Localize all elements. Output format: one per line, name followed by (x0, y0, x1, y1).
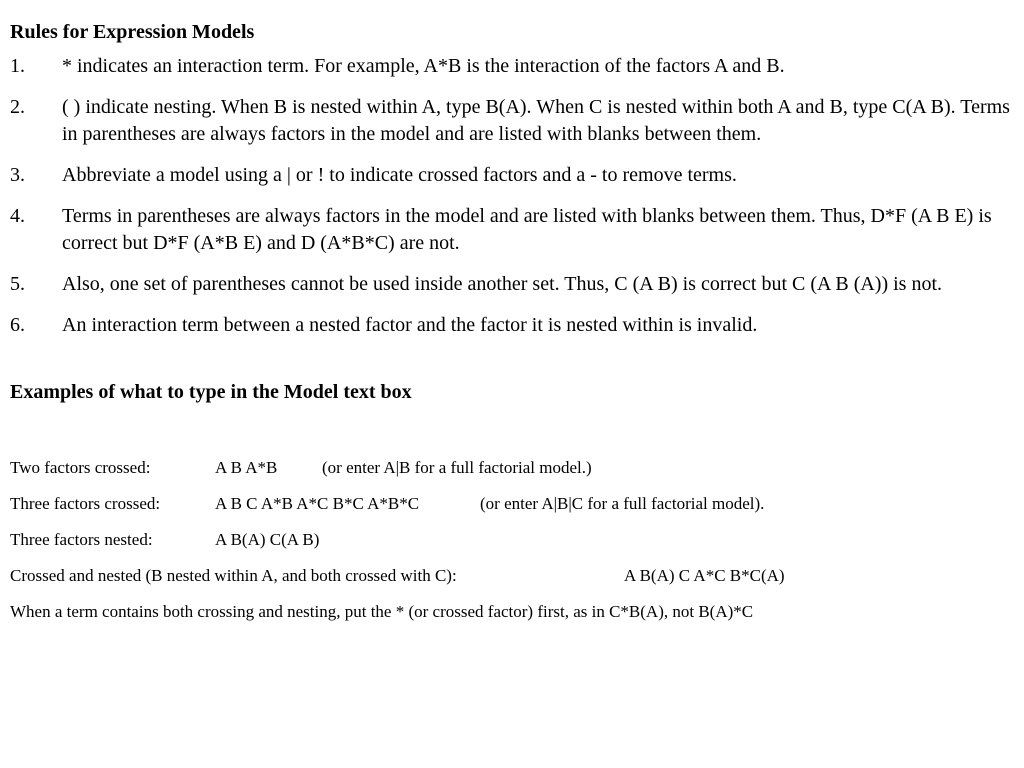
example-crossed-nested (10, 565, 1014, 587)
rule-item (10, 271, 1014, 298)
example-two-crossed (10, 457, 1014, 479)
rule-item (10, 94, 1014, 148)
rule-number: 5. (10, 273, 25, 295)
example-label: Three factors nested: (10, 530, 153, 549)
example-model: A B(A) C(A B) (215, 530, 320, 549)
rule-item (10, 312, 1014, 339)
example-label: Crossed and nested (B nested within A, and both crossed with C): (10, 566, 457, 585)
example-note-text: When a term contains both crossing and nesting, put the * (or crossed factor) first, as in C*B(A), not B(A)*C (10, 602, 754, 621)
rule-item (10, 53, 1014, 80)
example-label: Three factors crossed: (10, 494, 161, 513)
rule-item (10, 203, 1014, 257)
rules-heading: Rules for Expression Models (10, 21, 255, 43)
example-note: (or enter A|B for a full factorial model.) (322, 458, 592, 477)
example-note: (or enter A|B|C for a full factorial model). (480, 494, 765, 513)
rule-text: Also, one set of parentheses cannot be used inside another set. Thus, C (A B) is correct but C (A B (A)) is not. (62, 273, 943, 295)
rule-number: 3. (10, 164, 25, 186)
example-model: A B C A*B A*C B*C A*B*C (215, 494, 420, 513)
rule-item (10, 162, 1014, 189)
example-three-crossed (10, 493, 1014, 515)
example-model: A B(A) C A*C B*C(A) (624, 566, 785, 585)
example-three-nested (10, 529, 1014, 551)
examples-section (10, 457, 1014, 623)
rule-number: 2. (10, 96, 25, 118)
example-note-line (10, 601, 1014, 623)
rules-list (10, 53, 1014, 339)
rule-number: 4. (10, 205, 25, 227)
rule-text: An interaction term between a nested factor and the factor it is nested within is invalid. (62, 314, 758, 336)
example-model: A B A*B (215, 458, 278, 477)
rule-text: ( ) indicate nesting. When B is nested within A, type B(A). When C is nested within both A and B, type C(A B). Terms in parentheses are always factors in the model and are listed with blanks between them. (62, 96, 1010, 145)
rule-number: 6. (10, 314, 25, 336)
examples-heading: Examples of what to type in the Model text box (10, 381, 412, 403)
rule-text: * indicates an interaction term. For example, A*B is the interaction of the factors A and B. (62, 55, 785, 77)
rule-text: Terms in parentheses are always factors in the model and are listed with blanks between them. Thus, D*F (A B E) is correct but D*F (A*B E) and D (A*B*C) are not. (62, 205, 992, 254)
rule-number: 1. (10, 55, 25, 77)
example-label: Two factors crossed: (10, 458, 151, 477)
rule-text: Abbreviate a model using a | or ! to indicate crossed factors and a - to remove terms. (62, 164, 737, 186)
